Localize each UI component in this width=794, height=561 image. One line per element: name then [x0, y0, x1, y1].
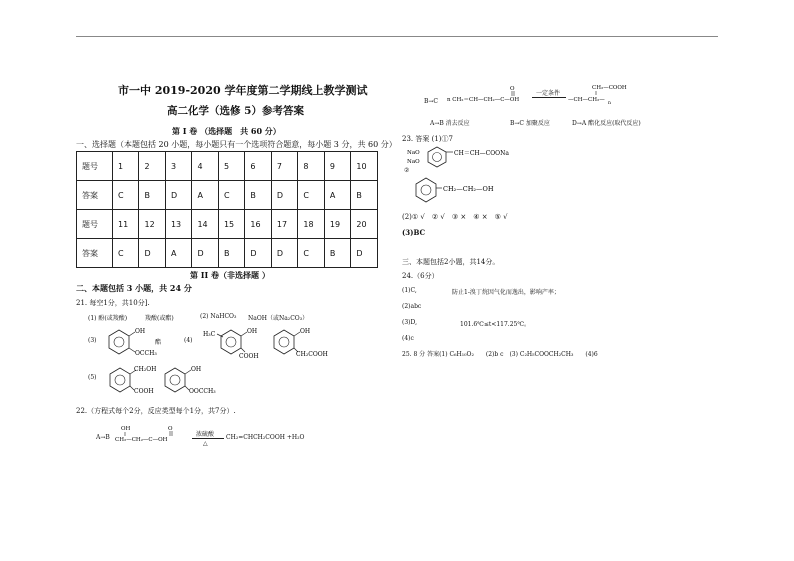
table-cell: 2: [139, 152, 165, 181]
benzene-ring-icon: [109, 330, 129, 354]
q24-label: 24.（6分）: [402, 272, 439, 280]
q24-1b: 防止1-溴丁烷因气化而逸出，影响产率；: [452, 289, 560, 296]
table-cell: B: [351, 181, 378, 210]
table-cell: 13: [165, 210, 191, 239]
label-oh: OH: [121, 426, 131, 432]
label-ch2ch2oh: CH₂—CH₂—OH: [443, 185, 494, 193]
label-oh: OH: [247, 328, 258, 335]
q21-1b: 羧酸(或酯): [145, 315, 174, 322]
table-cell: C: [113, 181, 139, 210]
table-cell: B: [139, 181, 165, 210]
label-cooh: COOH: [239, 353, 259, 360]
benzene-ring-icon: [416, 178, 436, 202]
q22-type-2: B→C 加聚反应: [510, 120, 550, 127]
q22-type-1: A→B 消去反应: [430, 120, 470, 127]
section2-heading: 二、本题包括 3 小题，共 24 分: [76, 283, 192, 293]
label-chain-bc: n CH₂＝CH—CH₂—C—OH: [447, 97, 520, 103]
q21-1a: (1) 酚(或羧酸): [88, 315, 128, 322]
struct-q21-5a: [108, 360, 168, 400]
table-cell: D: [271, 239, 297, 268]
table-cell: A: [192, 181, 218, 210]
table-row: [77, 239, 378, 268]
q22-label: 22.（方程式每个2分，反应类型每个1分，共7分）.: [76, 407, 236, 415]
table-cell: C: [298, 181, 324, 210]
table-cell: 9: [324, 152, 350, 181]
table-cell: 7: [271, 152, 297, 181]
table-cell: D: [192, 239, 218, 268]
label-ch2cooh: CH₂COOH: [296, 351, 328, 358]
table-row: [77, 210, 378, 239]
part2-heading: 第 II 卷（非选择题 ）: [190, 270, 270, 280]
page-title: 市一中 2019-2020 学年度第二学期线上教学测试: [118, 84, 368, 97]
q24-4: (4)c: [402, 335, 414, 342]
label-oh: OH: [135, 328, 146, 335]
table-row: [77, 181, 378, 210]
row-label: 题号: [77, 152, 113, 181]
q22-heat: △: [203, 440, 208, 447]
table-cell: 5: [218, 152, 244, 181]
q21-label: 21. 每空1分，共10分].: [76, 299, 150, 307]
table-cell: 12: [139, 210, 165, 239]
page-subtitle: 高二化学（选修 5）参考答案: [167, 105, 304, 117]
table-cell: 19: [324, 210, 350, 239]
table-cell: 10: [351, 152, 378, 181]
table-cell: C: [218, 181, 244, 210]
part1-heading: 第 I 卷 （选择题 共 60 分）: [172, 126, 281, 136]
table-cell: B: [245, 181, 271, 210]
label-ch2oh: CH₂OH: [134, 366, 157, 373]
label-occh3: OCCH₃: [135, 350, 157, 357]
label-nao: NaO: [407, 159, 420, 165]
struct-q23-alcohol: [414, 176, 514, 204]
benzene-ring-icon: [274, 330, 294, 354]
label-poly-top: CH₂—COOH: [592, 85, 627, 91]
label-poly-bottom: —CH—CH₂—: [568, 97, 605, 103]
struct-q23-sodium: [407, 144, 557, 174]
q23-2-label: ②: [404, 167, 410, 174]
label-ooch3: OOCCH₃: [189, 388, 216, 395]
reaction-arrow-icon: [532, 97, 566, 98]
table-cell: B: [218, 239, 244, 268]
table-cell: 11: [113, 210, 139, 239]
table-cell: A: [165, 239, 191, 268]
label-oh: OH: [191, 366, 202, 373]
table-cell: B: [324, 239, 350, 268]
benzene-ring-icon: [221, 330, 241, 354]
table-cell: 20: [351, 210, 378, 239]
q24-3a: (3)D,: [402, 319, 418, 326]
q21-3-ester: 酯: [155, 339, 162, 346]
label-n: n: [608, 101, 611, 106]
struct-q21-4a: [203, 322, 263, 362]
table-cell: D: [165, 181, 191, 210]
table-cell: C: [298, 239, 324, 268]
q22-bc-label: B→C: [424, 98, 439, 105]
row-label: 答案: [77, 239, 113, 268]
q23-label: 23. 答案 (1)①7: [402, 135, 453, 143]
q23-part3: (3)BC: [402, 228, 426, 237]
q21-4-label: (4): [184, 337, 193, 344]
q24-1a: (1)C,: [402, 287, 417, 294]
q22-polycondition: 一定条件: [536, 90, 561, 97]
label-h3c: H₃C: [203, 331, 216, 338]
table-cell: 8: [298, 152, 324, 181]
reaction-arrow-icon: [192, 438, 224, 439]
q22-product: CH₂=CHCH₂COOH +H₂O: [226, 434, 305, 441]
answer-table: [76, 151, 378, 268]
q21-3-label: (3): [88, 337, 97, 344]
table-cell: D: [245, 239, 271, 268]
table-cell: 16: [245, 210, 271, 239]
table-cell: 15: [218, 210, 244, 239]
table-cell: D: [139, 239, 165, 268]
label-chain: CH₂—CH₂—C—OH: [115, 437, 168, 443]
struct-q21-4b: [272, 322, 342, 362]
q25-answer: 25. 8 分 答案(1) C₆H₁₀O₂ (2)b c (3) C₂H₅COOCH₂CH₃ (4)6: [402, 351, 598, 358]
q22-type-3: D→A 酯化反应(取代反应): [572, 120, 641, 127]
table-cell: 3: [165, 152, 191, 181]
q23-part2: (2)① √ ② √ ③ × ④ × ⑤ √: [402, 213, 508, 221]
benzene-ring-icon: [110, 368, 130, 392]
q21-2a: (2) NaHCO₃: [200, 313, 237, 320]
table-cell: A: [324, 181, 350, 210]
table-cell: 4: [192, 152, 218, 181]
table-row: [77, 152, 378, 181]
svg-text:O: O: [510, 86, 515, 92]
struct-q22-polymer: [566, 82, 646, 108]
row-label: 题号: [77, 210, 113, 239]
q24-3b: 101.6℃≤t<117.25℃。: [460, 321, 531, 328]
benzene-ring-icon: [165, 368, 185, 392]
table-cell: D: [351, 239, 378, 268]
header-rule: [76, 36, 718, 37]
svg-text:O: O: [168, 426, 173, 432]
label-oh: OH: [300, 328, 311, 335]
label-chcoona: CH＝CH—COONa: [454, 150, 509, 157]
table-cell: 14: [192, 210, 218, 239]
q21-2b: NaOH（或Na₂CO₃）: [248, 315, 309, 322]
q22-eq-prefix: A→B: [96, 434, 110, 441]
q22-condition: 浓硫酸: [196, 431, 215, 438]
row-label: 答案: [77, 181, 113, 210]
q21-5-label: (5): [88, 374, 97, 381]
section1-heading: 一、选择题（本题包括 20 小题，每小题只有一个选项符合题意，每小题 3 分，共 60 分）: [76, 140, 397, 149]
table-cell: C: [113, 239, 139, 268]
table-cell: 1: [113, 152, 139, 181]
label-nao: NaO: [407, 150, 420, 156]
struct-q21-5b: [163, 360, 223, 400]
q24-2: (2)abc: [402, 303, 422, 310]
table-cell: 18: [298, 210, 324, 239]
table-cell: D: [271, 181, 297, 210]
table-cell: 17: [271, 210, 297, 239]
table-cell: 6: [245, 152, 271, 181]
benzene-ring-icon: [428, 147, 446, 167]
section3-heading: 三、本题包括2小题，共14分。: [402, 258, 500, 266]
struct-q22-reactant: [115, 424, 205, 448]
label-cooh: COOH: [134, 388, 154, 395]
